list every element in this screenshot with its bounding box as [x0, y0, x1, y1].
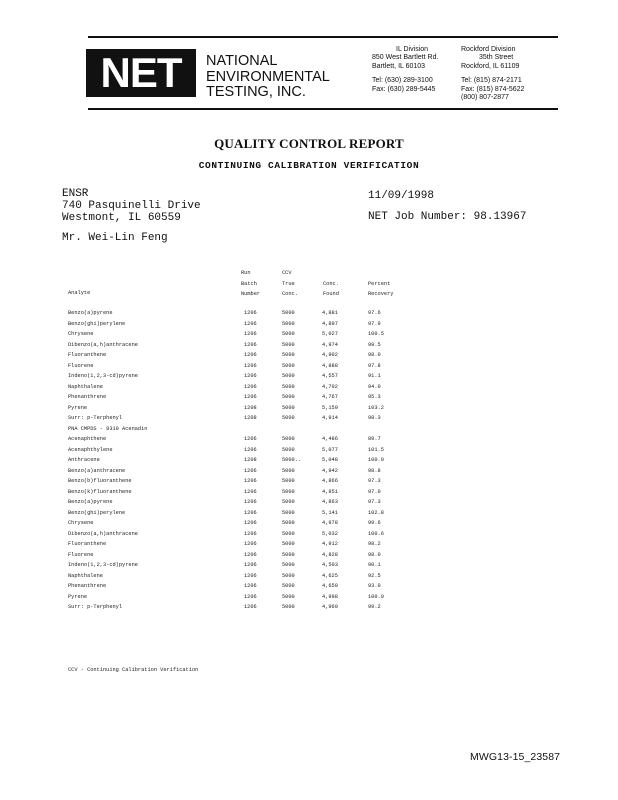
analyte-cell: Fluorene: [68, 362, 94, 369]
analyte-cell: Benzo(a)anthracene: [68, 467, 126, 474]
report-subtitle: CONTINUING CALIBRATION VERIFICATION: [198, 160, 420, 171]
table-row: [0, 413, 618, 424]
analyte-cell: Fluorene: [68, 551, 94, 558]
conc-found-cell: 4,914: [322, 415, 338, 421]
address-line: Rockford Division: [461, 46, 516, 53]
ccv-true-cell: 5000: [282, 467, 295, 474]
header-line: [368, 268, 393, 279]
run-batch-cell: 1206: [244, 520, 257, 526]
analyte-cell: Phenanthrene: [68, 394, 107, 400]
percent-recovery-cell: 99.6: [368, 520, 381, 526]
analyte-cell: Chrysene: [68, 331, 94, 337]
table-row: [0, 329, 618, 340]
table-row: [0, 602, 618, 613]
table-row: [0, 308, 618, 319]
conc-found-cell: 4,863: [322, 499, 338, 505]
header-analyte: Analyte: [68, 290, 91, 296]
header-line: Batch: [241, 280, 257, 287]
table-row: [0, 560, 618, 571]
run-batch-cell: 1206: [244, 352, 257, 358]
table-row: [0, 455, 618, 466]
address-line: Bartlett, IL 60103: [372, 62, 426, 70]
ccv-true-cell: 5000: [282, 341, 295, 348]
run-batch-cell: 1206: [244, 541, 257, 547]
net-logo: NET: [86, 49, 196, 97]
ccv-true-cell: 5000: [282, 383, 295, 390]
ccv-true-cell: 5000: [282, 541, 295, 547]
conc-found-cell: 4,828: [322, 551, 338, 558]
conc-found-cell: 4,881: [322, 310, 338, 316]
analyte-cell: Benzo(b)fluoranthene: [68, 478, 132, 484]
table-row: [0, 466, 618, 477]
run-batch-cell: 1208: [244, 415, 257, 421]
ccv-true-cell: 5000: [282, 593, 295, 600]
conc-found-cell: 4,888: [322, 362, 338, 369]
table-row: [0, 550, 618, 561]
conc-found-cell: 4,942: [322, 467, 338, 474]
percent-recovery-cell: 98.8: [368, 467, 381, 474]
percent-recovery-cell: 99.5: [368, 341, 381, 348]
analyte-cell: Acenaphthylene: [68, 446, 113, 453]
report-date: 11/09/1998: [368, 190, 435, 202]
il-division-address: [372, 46, 438, 94]
percent-recovery-cell: 97.3: [368, 478, 381, 484]
analyte-cell: Phenanthrene: [68, 583, 107, 589]
conc-found-cell: 5,032: [322, 530, 338, 537]
conc-found-cell: 4,978: [322, 520, 338, 526]
ccv-true-cell: 5000: [282, 488, 295, 495]
ccv-true-cell: 5000: [282, 478, 295, 484]
ccv-true-cell: 5000: [282, 446, 295, 453]
conc-found-cell: 5,159: [322, 404, 338, 411]
run-batch-cell: 1206: [244, 446, 257, 453]
conc-found-cell: 4,650: [322, 583, 338, 589]
job-number-label: NET Job Number:: [368, 211, 468, 223]
company-name-line: TESTING, INC.: [206, 84, 306, 100]
address-line: Fax: (630) 289-5445: [372, 85, 436, 93]
table-row: [0, 382, 618, 393]
percent-recovery-cell: 98.2: [368, 541, 381, 547]
conc-found-cell: 4,702: [322, 383, 338, 390]
table-row: [0, 340, 618, 351]
ccv-true-cell: 5000..: [282, 457, 302, 463]
percent-recovery-cell: 93.0: [368, 583, 381, 589]
ccv-true-cell: 5000: [282, 530, 295, 537]
conc-found-cell: 4,486: [322, 436, 338, 442]
header-line: Recovery: [368, 291, 394, 297]
percent-recovery-cell: 99.2: [368, 604, 381, 610]
analyte-cell: Dibenzo(a,h)anthracene: [68, 530, 138, 537]
run-batch-cell: 1206: [244, 509, 257, 516]
percent-recovery-cell: 100.5: [368, 331, 384, 337]
ccv-true-cell: 5000: [282, 415, 295, 421]
table-row: [0, 424, 618, 435]
analyte-cell: Chrysene: [68, 520, 94, 526]
table-row: [0, 487, 618, 498]
run-batch-cell: 1206: [244, 310, 257, 316]
ccv-true-cell: 5000: [282, 572, 295, 579]
table-row: [0, 434, 618, 445]
address-line: Tel: (815) 874-2171: [461, 77, 522, 85]
table-row: [0, 539, 618, 550]
ccv-true-cell: 5000: [282, 404, 295, 411]
analyte-cell: PNA CMPDS - 8310 Acenadin: [68, 425, 148, 432]
percent-recovery-cell: 100.9: [368, 457, 384, 463]
ccv-true-cell: 5000: [282, 310, 295, 316]
percent-recovery-cell: 97.9: [368, 320, 381, 327]
address-line: 35th Street: [479, 54, 514, 62]
conc-found-cell: 4,503: [322, 562, 338, 568]
run-batch-cell: 1206: [244, 394, 257, 400]
ccv-true-cell: 5000: [282, 436, 295, 442]
ccv-true-cell: 5000: [282, 604, 295, 610]
analyte-cell: Pyrene: [68, 404, 88, 411]
percent-recovery-cell: 98.3: [368, 415, 381, 421]
analyte-cell: Benzo(ghi)perylene: [68, 509, 126, 516]
percent-recovery-cell: 91.1: [368, 373, 381, 379]
percent-recovery-cell: 98.0: [368, 551, 381, 558]
table-row: [0, 592, 618, 603]
run-batch-cell: 1206: [244, 551, 257, 558]
company-name-line: NATIONAL: [206, 53, 278, 69]
ccv-true-cell: 5000: [282, 551, 295, 558]
header-conc-found: [323, 268, 339, 300]
percent-recovery-cell: 103.2: [368, 404, 384, 411]
run-batch-cell: 1206: [244, 467, 257, 474]
table-row: [0, 529, 618, 540]
job-number-line: [368, 211, 526, 223]
percent-recovery-cell: 100.6: [368, 530, 384, 537]
ccv-true-cell: 5000: [282, 373, 295, 379]
header-line: CCV: [282, 270, 292, 276]
run-batch-cell: 1206: [244, 320, 257, 327]
analyte-cell: Indeno(1,2,3-cd)pyrene: [68, 562, 138, 568]
header-line: Percent: [368, 280, 391, 287]
run-batch-cell: 1206: [244, 593, 257, 600]
table-row: [0, 581, 618, 592]
header-line: Number: [241, 291, 261, 297]
ccv-true-cell: 5000: [282, 362, 295, 369]
ccv-true-cell: 5000: [282, 320, 295, 327]
run-batch-cell: 1206: [244, 583, 257, 589]
percent-recovery-cell: 102.8: [368, 509, 384, 516]
ccv-true-cell: 5000: [282, 352, 295, 358]
table-row: [0, 319, 618, 330]
address-line: (800) 807-2877: [461, 94, 509, 102]
company-name: [206, 54, 330, 101]
analyte-cell: Naphthalene: [68, 383, 103, 390]
conc-found-cell: 5,141: [322, 509, 338, 516]
company-name-line: ENVIRONMENTAL: [206, 68, 330, 85]
header-ccv-true: [282, 268, 298, 300]
table-row: [0, 350, 618, 361]
rockford-division-address: [461, 46, 524, 102]
header-line: True: [282, 280, 295, 287]
address-line: 850 West Bartlett Rd.: [372, 54, 439, 62]
analyte-cell: Anthracene: [68, 457, 100, 463]
results-table-body: [0, 308, 618, 613]
run-batch-cell: 1206: [244, 436, 257, 442]
address-line: IL Division: [396, 46, 429, 53]
run-batch-cell: 1206: [244, 604, 257, 610]
run-batch-cell: 1206: [244, 499, 257, 505]
address-line: Fax: (815) 874-5622: [461, 85, 525, 93]
percent-recovery-cell: 97.0: [368, 488, 381, 495]
table-row: [0, 371, 618, 382]
analyte-cell: Dibenzo(a,h)anthracene: [68, 341, 138, 348]
ccv-true-cell: 5000: [282, 394, 295, 400]
percent-recovery-cell: 97.3: [368, 499, 381, 505]
run-batch-cell: 1206: [244, 572, 257, 579]
run-batch-cell: 1206: [244, 383, 257, 390]
conc-found-cell: 4,851: [322, 488, 338, 495]
percent-recovery-cell: 100.0: [368, 593, 384, 600]
run-batch-cell: 1206: [244, 362, 257, 369]
percent-recovery-cell: 92.5: [368, 572, 381, 579]
table-row: [0, 392, 618, 403]
header-line: Run: [241, 270, 251, 276]
ccv-true-cell: 5000: [282, 509, 295, 516]
percent-recovery-cell: 90.1: [368, 562, 381, 568]
letterhead-top-rule: [88, 36, 558, 38]
table-row: [0, 476, 618, 487]
table-row: [0, 518, 618, 529]
run-batch-cell: 1206: [244, 478, 257, 484]
conc-found-cell: 5,077: [322, 446, 338, 453]
analyte-cell: Fluoranthene: [68, 352, 107, 358]
analyte-cell: Acenaphthene: [68, 436, 107, 442]
run-batch-cell: 1206: [244, 373, 257, 379]
analyte-cell: Surr: p-Terphenyl: [68, 415, 123, 421]
analyte-cell: Benzo(k)fluoranthene: [68, 488, 132, 495]
table-row: [0, 403, 618, 414]
analyte-cell: Indeno(1,2,3-cd)pyrene: [68, 373, 138, 379]
run-batch-cell: 1206: [244, 341, 257, 348]
ccv-true-cell: 5000: [282, 520, 295, 526]
job-number-value: 98.13967: [473, 211, 527, 223]
percent-recovery-cell: 101.5: [368, 446, 384, 453]
conc-found-cell: 4,902: [322, 352, 338, 358]
conc-found-cell: 5,027: [322, 331, 338, 337]
percent-recovery-cell: 97.8: [368, 362, 381, 369]
report-title: QUALITY CONTROL REPORT: [214, 136, 404, 151]
document-id: MWG13-15_23587: [470, 751, 561, 763]
analyte-cell: Benzo(a)pyrene: [68, 499, 113, 505]
table-row: [0, 508, 618, 519]
conc-found-cell: 4,866: [322, 478, 338, 484]
table-row: [0, 445, 618, 456]
conc-found-cell: 4,960: [322, 604, 338, 610]
conc-found-cell: 4,974: [322, 341, 338, 348]
registered-mark: ®: [188, 88, 195, 98]
percent-recovery-cell: 89.7: [368, 436, 381, 442]
percent-recovery-cell: 98.0: [368, 352, 381, 358]
header-run-batch: [241, 268, 260, 300]
analyte-cell: Benzo(ghi)perylene: [68, 320, 126, 327]
header-percent-recovery: [368, 268, 393, 300]
analyte-cell: Surr: p-Terphenyl: [68, 604, 123, 610]
analyte-cell: Pyrene: [68, 593, 88, 600]
percent-recovery-cell: 97.6: [368, 310, 381, 316]
address-line: Tel: (630) 289-3100: [372, 77, 433, 85]
conc-found-cell: 4,998: [322, 593, 338, 600]
conc-found-cell: 4,557: [322, 373, 338, 379]
client-address: [62, 188, 201, 224]
attention-line: Mr. Wei-Lin Feng: [62, 232, 168, 244]
ccv-true-cell: 5000: [282, 331, 295, 337]
client-line: Westmont, IL 60559: [62, 212, 181, 224]
header-line: Conc.: [282, 291, 298, 297]
letterhead-bottom-rule: [88, 108, 558, 110]
footnote: CCV - Continuing Calibration Verification: [68, 667, 199, 673]
header-line: Conc.: [323, 280, 339, 287]
analyte-cell: Benzo(a)pyrene: [68, 310, 113, 316]
conc-found-cell: 4,625: [322, 572, 338, 579]
percent-recovery-cell: 94.0: [368, 383, 381, 390]
percent-recovery-cell: 95.3: [368, 394, 381, 400]
conc-found-cell: 5,048: [322, 457, 338, 463]
header-line: Found: [323, 291, 339, 297]
ccv-true-cell: 5000: [282, 499, 295, 505]
client-line: 740 Pasquinelli Drive: [62, 200, 201, 212]
table-row: [0, 571, 618, 582]
run-batch-cell: 1206: [244, 562, 257, 568]
conc-found-cell: 4,912: [322, 541, 338, 547]
run-batch-cell: 1206: [244, 488, 257, 495]
analyte-cell: Naphthalene: [68, 572, 103, 579]
address-line: Rockford, IL 61109: [461, 62, 520, 70]
ccv-true-cell: 5000: [282, 562, 295, 568]
conc-found-cell: 4,897: [322, 320, 338, 327]
header-line: [323, 268, 339, 279]
run-batch-cell: 1206: [244, 331, 257, 337]
table-row: [0, 497, 618, 508]
ccv-true-cell: 5000: [282, 583, 295, 589]
run-batch-cell: 1206: [244, 530, 257, 537]
analyte-cell: Fluoranthene: [68, 541, 107, 547]
table-row: [0, 361, 618, 372]
client-line: ENSR: [62, 188, 89, 200]
conc-found-cell: 4,767: [322, 394, 338, 400]
run-batch-cell: 1208: [244, 457, 257, 463]
run-batch-cell: 1208: [244, 404, 257, 411]
